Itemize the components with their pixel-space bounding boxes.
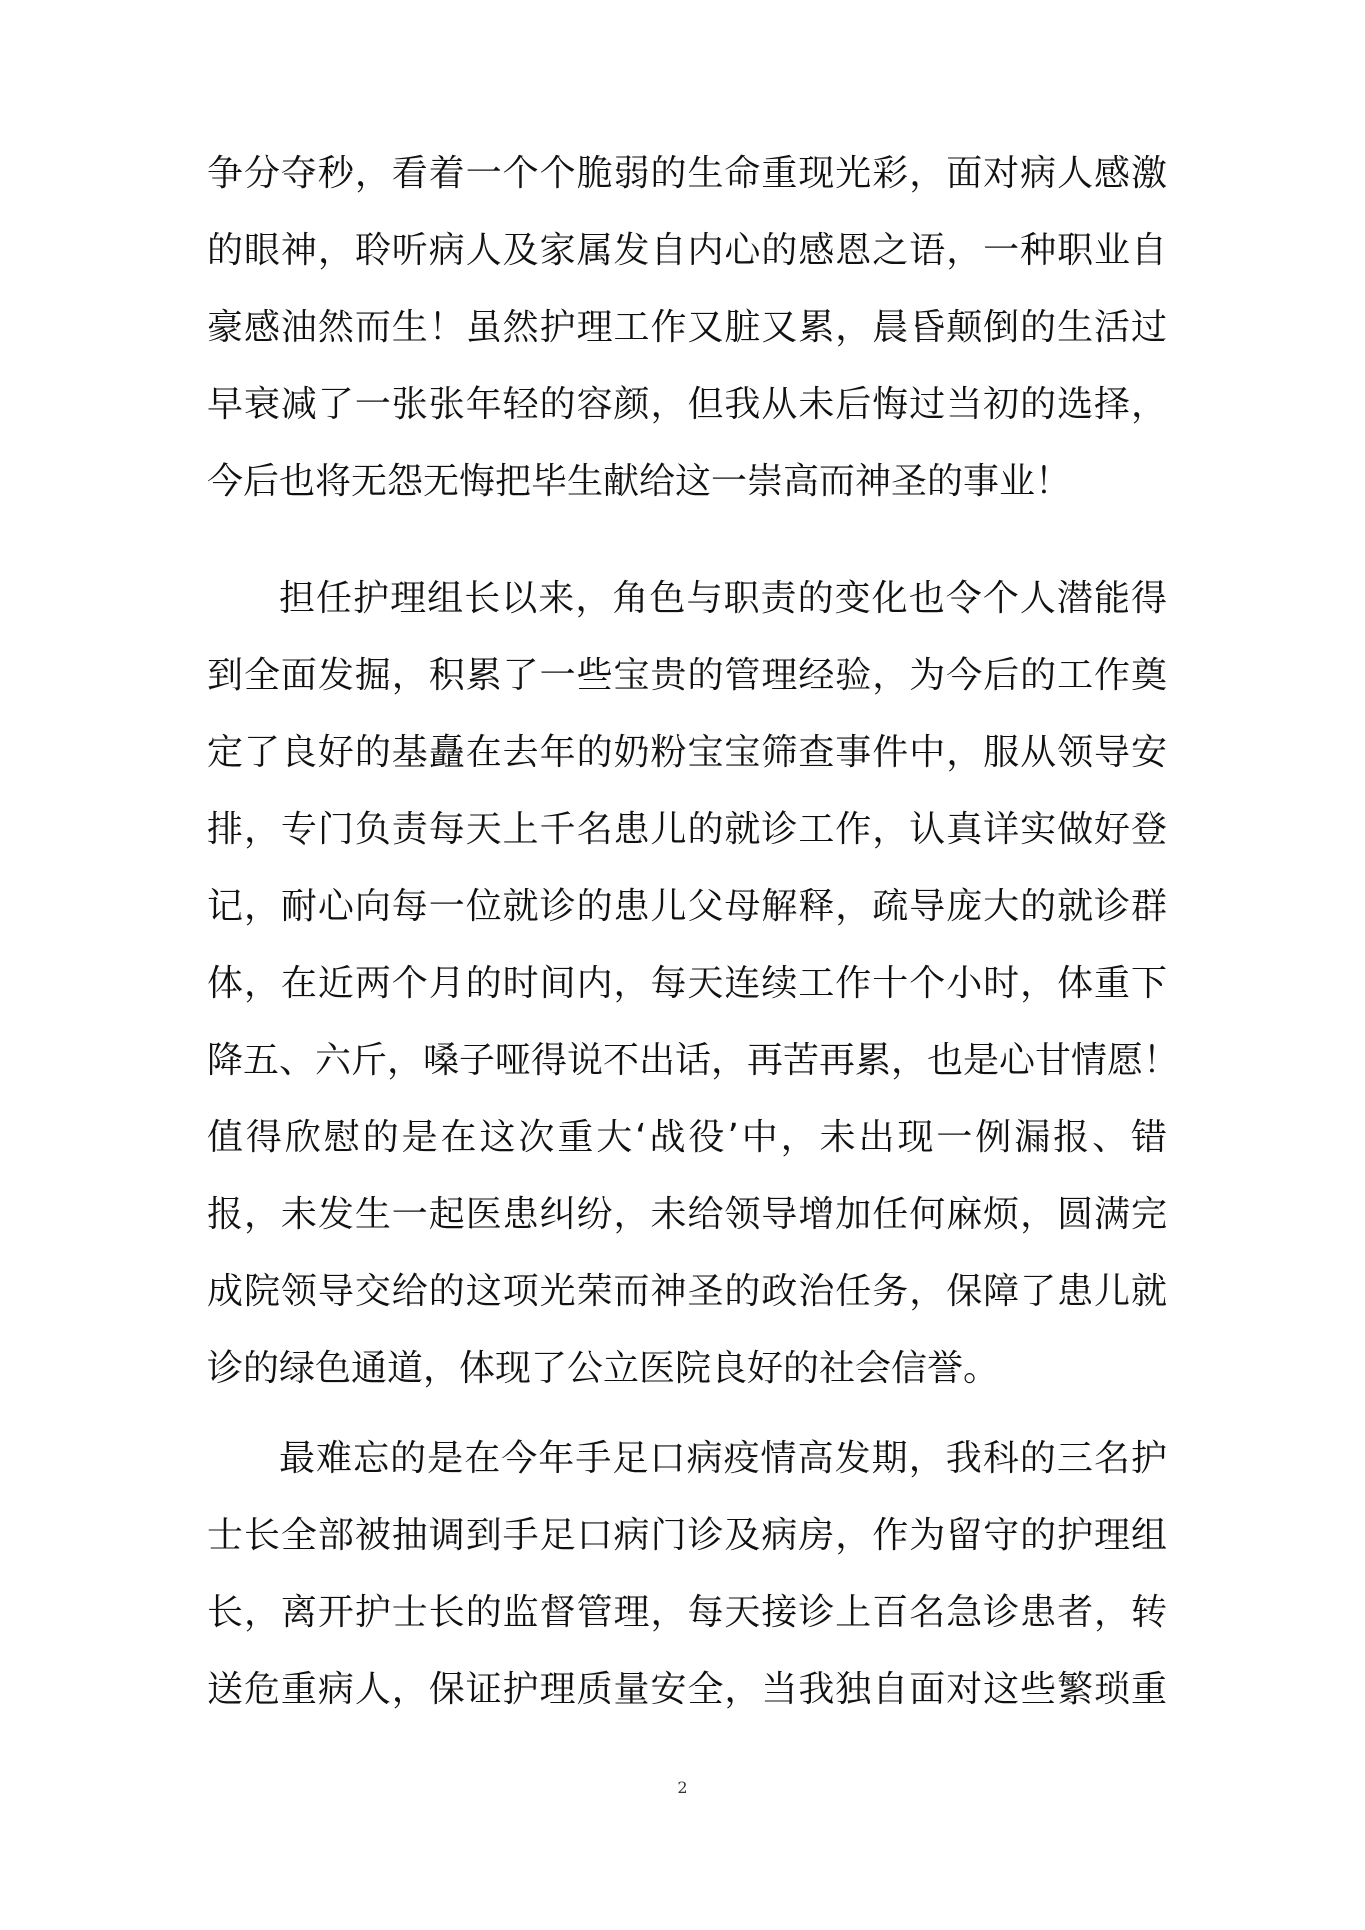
text-line: 体，在近两个月的时间内，每天连续工作十个小时，体重下 — [207, 963, 1167, 1004]
paragraph-2 — [207, 560, 1180, 1407]
page-number: 2 — [677, 1778, 688, 1797]
text-line: 值得欣慰的是在这次重大‘战役’中，未出现一例漏报、错 — [207, 1117, 1167, 1158]
text-line: 到全面发掘，积累了一些宝贵的管理经验，为今后的工作奠 — [207, 655, 1167, 696]
text-line: 最难忘的是在今年手足口病疫情高发期，我科的三名护 — [279, 1438, 1167, 1479]
text-line: 降五、六斤，嗓子哑得说不出话，再苦再累，也是心甘情愿！ — [207, 1040, 1180, 1081]
text-line: 的眼神，聆听病人及家属发自内心的感恩之语，一种职业自 — [207, 230, 1167, 271]
text-line: 定了良好的基矗在去年的奶粉宝宝筛查事件中，服从领导安 — [207, 732, 1167, 773]
text-line: 争分夺秒，看着一个个脆弱的生命重现光彩，面对病人感激 — [207, 153, 1167, 194]
text-line: 记，耐心向每一位就诊的患儿父母解释，疏导庞大的就诊群 — [207, 886, 1167, 927]
text-line: 排，专门负责每天上千名患儿的就诊工作，认真详实做好登 — [207, 809, 1167, 850]
text-line: 送危重病人，保证护理质量安全，当我独自面对这些繁琐重 — [207, 1669, 1167, 1710]
paragraph-1 — [207, 135, 1167, 520]
paragraph-3 — [207, 1420, 1167, 1728]
text-line: 豪感油然而生！虽然护理工作又脏又累，晨昏颠倒的生活过 — [207, 307, 1167, 348]
text-line: 报，未发生一起医患纠纷，未给领导增加任何麻烦，圆满完 — [207, 1194, 1167, 1235]
text-line: 今后也将无怨无悔把毕生献给这一崇高而神圣的事业！ — [207, 461, 1072, 502]
text-line: 诊的绿色通道，体现了公立医院良好的社会信誉。 — [207, 1348, 1000, 1389]
text-line: 担任护理组长以来，角色与职责的变化也令个人潜能得 — [279, 578, 1167, 619]
text-line: 长，离开护士长的监督管理，每天接诊上百名急诊患者，转 — [207, 1592, 1167, 1633]
text-line: 士长全部被抽调到手足口病门诊及病房，作为留守的护理组 — [207, 1515, 1167, 1556]
text-line: 早衰减了一张张年轻的容颜，但我从未后悔过当初的选择， — [207, 384, 1167, 425]
text-line: 成院领导交给的这项光荣而神圣的政治任务，保障了患儿就 — [207, 1271, 1167, 1312]
